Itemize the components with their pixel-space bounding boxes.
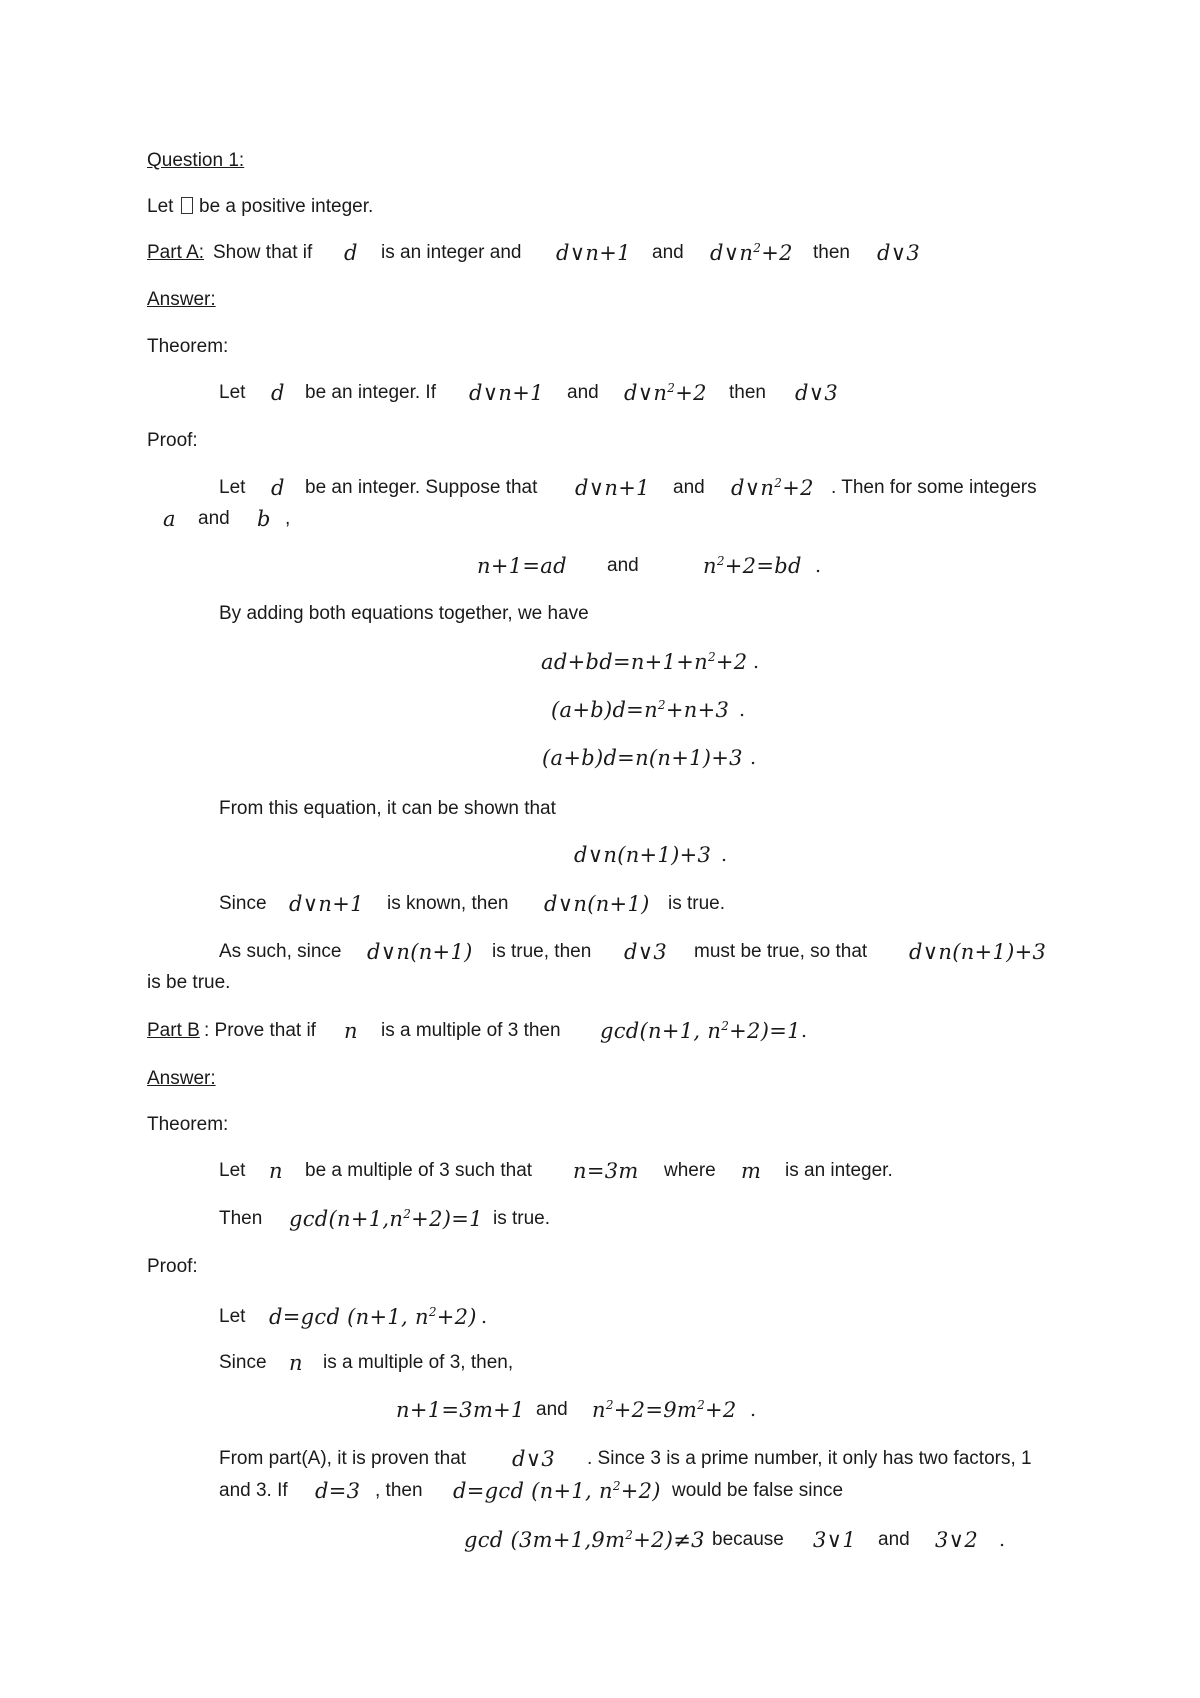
prb-math-d: d=gcd (n+1, $n^2+2$) xyxy=(269,1305,477,1329)
prb-gcd-dot: . xyxy=(999,1529,1006,1551)
eq-n-squared: $n^2+2=bd$ xyxy=(703,554,802,578)
since-known: is known, then xyxy=(387,893,509,914)
part-b-math: gcd(n+1, $n^2+2)=1$ xyxy=(600,1019,801,1043)
thb-math-1: n=3m xyxy=(573,1159,639,1183)
pr-and: and xyxy=(673,477,705,498)
pr-text-2: . Then for some integers xyxy=(831,477,1037,498)
thb-math-2: $\gcd(n+1,n^2+2)=1$ xyxy=(289,1207,483,1231)
th-let: Let xyxy=(219,382,246,403)
eq-dot: . xyxy=(815,555,822,577)
part-a-text-1: Show that if xyxy=(213,242,313,263)
assuch-true: is true, then xyxy=(492,941,592,962)
since-math-1: d∨n+1 xyxy=(289,892,364,916)
assuch-math-2: d∨3 xyxy=(624,940,668,964)
pr-let: Let xyxy=(219,477,246,498)
prb-fm: d∨3 xyxy=(512,1447,556,1471)
isbe-text: is be true. xyxy=(147,972,231,993)
thb-n: n xyxy=(269,1159,283,1183)
assuch-math-3: d∨n(n+1)+3 xyxy=(909,940,1047,964)
part-a-then: then xyxy=(813,242,850,263)
part-a-text-2: is an integer and xyxy=(381,242,522,263)
part-b-text-1: : Prove that if xyxy=(204,1020,316,1041)
part-a-answer: Answer: xyxy=(147,289,216,310)
pr-math-2: $d\vee n^2+2$ xyxy=(731,476,814,500)
th-d: d xyxy=(271,381,285,405)
part-b-dot: . xyxy=(801,1020,808,1042)
part-a-label: Part A: xyxy=(147,242,205,263)
pr-comma: , xyxy=(285,508,291,529)
prb-eq-2: $n^2+2=9m^2+2$ xyxy=(592,1398,737,1422)
prb-eq-1: n+1=3m+1 xyxy=(396,1398,525,1422)
prb-eq-dot: . xyxy=(750,1399,757,1421)
eq-nn: (a+b)d=n(n+1)+3 xyxy=(542,746,743,770)
pr-and-2: and xyxy=(198,508,230,529)
th-and: and xyxy=(567,382,599,403)
eq-factor-dot: . xyxy=(739,699,746,721)
assuch-text: As such, since xyxy=(219,941,342,962)
since-math-2: d∨n(n+1) xyxy=(544,892,650,916)
prb-false: would be false since xyxy=(672,1480,844,1501)
prb-d3: d=3 xyxy=(315,1479,361,1503)
pr-math-1: d∨n+1 xyxy=(575,476,650,500)
prb-text-1: is a multiple of 3, then, xyxy=(323,1352,514,1373)
part-b-proof: Proof: xyxy=(147,1256,198,1277)
thb-where: where xyxy=(664,1160,716,1181)
prb-since3: . Since 3 is a prime number, it only has two factors, 1 xyxy=(587,1448,1032,1469)
assuch-math-1: d∨n(n+1) xyxy=(367,940,473,964)
intro-text: be a positive integer. xyxy=(199,196,374,217)
eq-sum-dot: . xyxy=(753,651,760,673)
eq-divides-dot: . xyxy=(721,844,728,866)
thb-text-1: be a multiple of 3 such that xyxy=(305,1160,533,1181)
part-a-theorem: Theorem: xyxy=(147,336,229,357)
part-b-text-2: is a multiple of 3 then xyxy=(381,1020,561,1041)
eq-divides: d∨n(n+1)+3 xyxy=(574,843,712,867)
prb-and2: and xyxy=(878,1529,910,1550)
prb-because: because xyxy=(712,1529,784,1550)
thb-true: is true. xyxy=(493,1208,551,1229)
question-title: Question 1: xyxy=(147,150,245,171)
prb-let: Let xyxy=(219,1306,246,1327)
part-b-label: Part B xyxy=(147,1020,200,1041)
part-a-math-2: $d\vee n^2+2$ xyxy=(710,241,793,265)
missing-glyph-icon xyxy=(179,194,195,220)
eq-factor: $(a+b)d=n^2+n+3$ xyxy=(551,698,730,722)
since-text: Since xyxy=(219,893,267,914)
intro-let: Let xyxy=(147,196,174,217)
prb-since: Since xyxy=(219,1352,267,1373)
eq-nn-dot: . xyxy=(750,747,757,769)
eq-and: and xyxy=(607,555,639,576)
pr-b: b xyxy=(257,507,271,531)
prb-and3: and 3. If xyxy=(219,1480,288,1501)
since-true: is true. xyxy=(668,893,726,914)
part-a-math-3: d∨3 xyxy=(877,241,921,265)
th-math-2: $d\vee n^2+2$ xyxy=(624,381,707,405)
part-a-math-1: d∨n+1 xyxy=(556,241,631,265)
part-a-and: and xyxy=(652,242,684,263)
thb-then: Then xyxy=(219,1208,263,1229)
prb-math-gcd: d=gcd (n+1, $n^2+2$) xyxy=(453,1479,661,1503)
part-b-n: n xyxy=(344,1019,358,1043)
prb-n: n xyxy=(289,1351,303,1375)
prb-then: , then xyxy=(375,1480,423,1501)
shown-text: From this equation, it can be shown that xyxy=(219,798,556,819)
th-math-3: d∨3 xyxy=(795,381,839,405)
prb-let-dot: . xyxy=(481,1306,488,1328)
eq-sum: $ad+bd=n+1+n^2+2$ xyxy=(541,650,748,674)
pr-text-1: be an integer. Suppose that xyxy=(305,477,538,498)
thb-text-2: is an integer. xyxy=(785,1160,893,1181)
part-a-math-d: d xyxy=(344,241,358,265)
pr-a: a xyxy=(163,507,176,531)
th-text: be an integer. If xyxy=(305,382,436,403)
assuch-must: must be true, so that xyxy=(694,941,868,962)
part-b-answer: Answer: xyxy=(147,1068,216,1089)
part-b-theorem: Theorem: xyxy=(147,1114,229,1135)
prb-and: and xyxy=(536,1399,568,1420)
part-a-proof: Proof: xyxy=(147,430,198,451)
prb-b2: 3∨2 xyxy=(935,1528,978,1552)
pr-d: d xyxy=(271,476,285,500)
thb-m: m xyxy=(741,1159,762,1183)
prb-b1: 3∨1 xyxy=(813,1528,856,1552)
th-then: then xyxy=(729,382,766,403)
th-math-1: d∨n+1 xyxy=(469,381,544,405)
prb-from: From part(A), it is proven that xyxy=(219,1448,467,1469)
prb-gcd-expression: $\gcd (3m+1,9m^2+2)\ne 3$ xyxy=(464,1528,705,1552)
eq-n-plus-1: n+1=ad xyxy=(477,554,567,578)
thb-let: Let xyxy=(219,1160,246,1181)
adding-text: By adding both equations together, we have xyxy=(219,603,589,624)
